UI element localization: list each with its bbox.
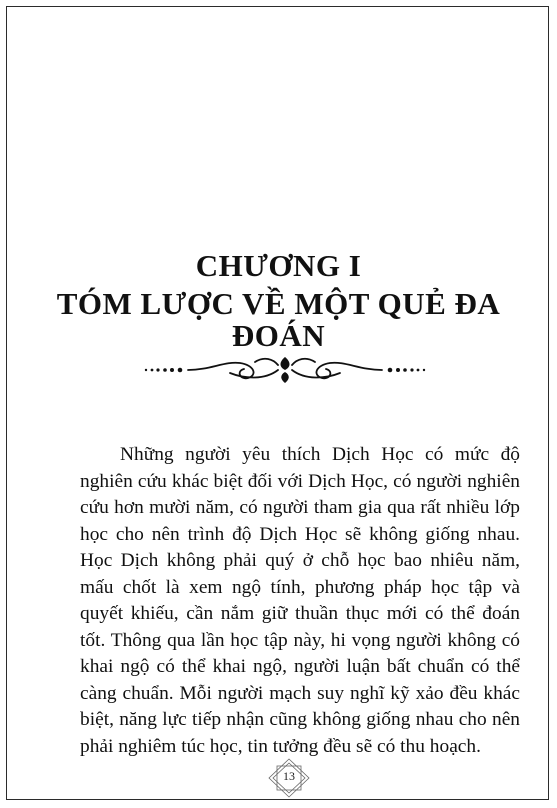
chapter-title-line-2: ĐOÁN — [231, 318, 326, 353]
paragraph: Những người yêu thích Dịch Học có mức độ nghiên cứu khác biệt đối với Dịch Học, có người nghiên cứu hơn mười năm, có người tham gia qua rất nhiều lớp học cho nên trình độ Dịch Học sẽ không giống nhau. Học Dịch không phải quý ở chỗ học bao nhiêu năm, mấu chốt là xem ngộ tính, phương pháp học tập và quyết khiếu, cần nắm giữ thuần thục mới có thể đoán tốt. Thông qua lần học tập này, hi vọng người không có khai ngộ có thể khai ngộ, người luận bất chuẩn có thể càng chuẩn. Mỗi người mạch suy nghĩ kỹ xảo đều khác biệt, năng lực tiếp nhận cũng không giống nhau cho nên phải nghiêm túc học, tin tưởng đều sẽ có thu hoạch. — [80, 444, 520, 757]
ornamental-flourish-icon — [140, 353, 430, 389]
chapter-title-line-1: TÓM LƯỢC VỀ MỘT QUẺ ĐA — [56, 286, 501, 321]
chapter-number: CHƯƠNG I — [195, 248, 362, 283]
page-number: 13 — [283, 769, 295, 783]
body-text — [80, 442, 520, 760]
